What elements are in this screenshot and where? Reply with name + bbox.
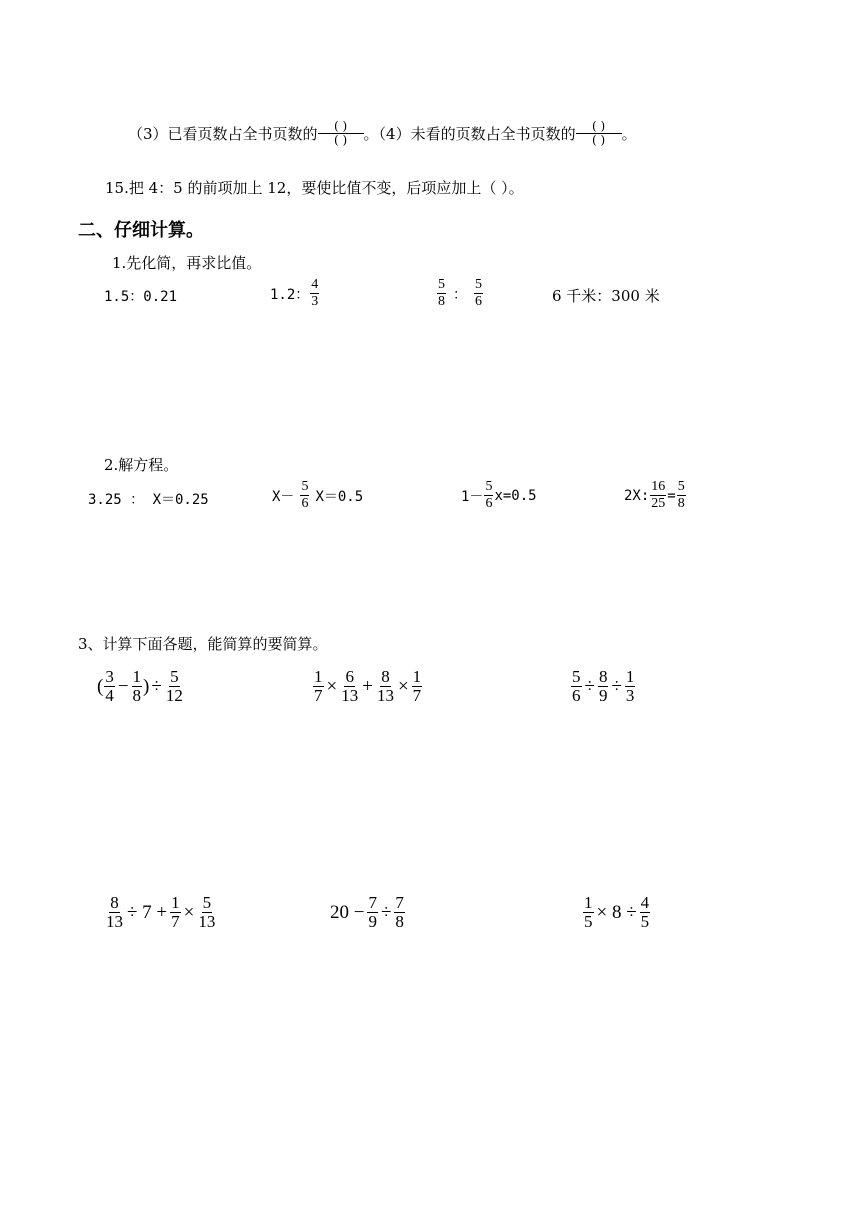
answer-blank-fraction[interactable]: $\frac{( )}{( )}$ [318, 120, 364, 147]
part1-item-b: 1.2： $\frac{4}{3}$ [270, 277, 319, 309]
part2-title: 2.解方程。 [104, 456, 179, 474]
numerator: 1 [314, 667, 323, 686]
denominator: 6 [485, 496, 493, 511]
denominator: 8 [395, 912, 404, 931]
numerator: 1 [412, 667, 422, 686]
numerator: 8 [598, 667, 608, 686]
numerator: 5 [572, 667, 581, 686]
numerator: 1 [171, 893, 180, 912]
denominator: 6 [301, 496, 309, 511]
fraction [640, 894, 651, 931]
fraction [340, 668, 359, 705]
q15-text: 15.把 4：5 的前项加上 12，要使比值不变，后项应加上（ ）。 [105, 179, 524, 197]
numerator: 8 [381, 667, 390, 686]
part2-item-c: 1－ $\frac{5}{6}$ x=0.5 [461, 479, 537, 511]
fraction [376, 668, 395, 705]
fraction [484, 479, 493, 512]
denominator: 6 [475, 294, 482, 309]
part2-item-b: X－ $\frac{5}{6}$ X＝0.5 [272, 479, 364, 511]
fraction [300, 479, 309, 512]
part3-title: 3、计算下面各题，能简算的要简算。 [78, 635, 328, 653]
fraction [132, 668, 143, 705]
part1-item-c: $\frac{5}{8}$ ： $\frac{5}{6}$ [438, 277, 482, 309]
denominator: 12 [165, 686, 183, 705]
denominator: 3 [311, 294, 319, 309]
denominator: 5 [584, 912, 593, 931]
fraction [474, 277, 483, 310]
numerator: 7 [368, 893, 377, 912]
fraction [313, 668, 324, 705]
denominator: 13 [341, 686, 359, 705]
section-heading: 二、仔细计算。 [78, 220, 204, 241]
part2-item-d: 2X: $\frac{16}{25}$ = $\frac{5}{8}$ [624, 479, 685, 511]
fraction [598, 668, 609, 705]
numerator: 1 [584, 893, 593, 912]
numerator: 3 [105, 667, 114, 686]
denominator: 7 [314, 686, 323, 705]
expression-3: $\frac{5}{6}$ ÷ $\frac{8}{9}$ ÷ $\frac{1}{3}$ [572, 667, 635, 705]
fraction [583, 894, 594, 931]
numerator: 4 [311, 277, 319, 292]
answer-blank-fraction[interactable]: $\frac{( )}{( )}$ [576, 120, 622, 147]
denominator: 3 [625, 686, 635, 705]
expression-4: $\frac{8}{13}$ ÷ 7 + $\frac{1}{7}$ × $\frac{5}{13}$ [106, 893, 216, 931]
expression-6: $\frac{1}{5}$ × 8 ÷ $\frac{4}{5}$ [584, 893, 650, 931]
denominator: 6 [572, 686, 581, 705]
denominator: 8 [132, 686, 142, 705]
denominator: 8 [677, 496, 685, 511]
denominator: 13 [376, 686, 394, 705]
expression-1: ( $\frac{3}{4}$ − $\frac{1}{8}$ ) ÷ $\frac{5}{12}$ [97, 667, 183, 705]
denominator: 5 [640, 912, 650, 931]
numerator: 5 [170, 667, 179, 686]
numerator: 5 [677, 479, 685, 494]
fraction [197, 894, 216, 931]
numerator: 16 [651, 479, 666, 494]
expression-2: $\frac{1}{7}$ × $\frac{6}{13}$ + $\frac{8}{13}$ × $\frac{1}{7}$ [314, 667, 422, 705]
fraction [310, 277, 319, 310]
fraction [412, 668, 423, 705]
denominator: 8 [438, 294, 445, 309]
fraction [437, 277, 446, 310]
denominator: 4 [105, 686, 114, 705]
fraction [394, 894, 405, 931]
numerator: 8 [110, 893, 119, 912]
numerator: 5 [475, 277, 482, 292]
q14-part4-label: 。（4）未看的页数占全书页数的 [363, 124, 576, 143]
fraction [170, 894, 181, 931]
q14-part3-label: （3）已看页数占全书页数的 [128, 124, 318, 143]
fraction [677, 479, 686, 512]
fraction [165, 668, 184, 705]
denominator: 9 [368, 912, 377, 931]
numerator: 5 [202, 893, 212, 912]
fraction [367, 894, 378, 931]
fraction [650, 479, 666, 512]
denominator: 13 [106, 912, 123, 931]
fraction [104, 668, 115, 705]
numerator: 1 [625, 667, 635, 686]
denominator: 7 [412, 686, 422, 705]
denominator: 7 [171, 912, 180, 931]
numerator: 5 [485, 479, 493, 494]
expression-5: 20 − $\frac{7}{9}$ ÷ $\frac{7}{8}$ [330, 893, 404, 931]
numerator: 4 [640, 893, 650, 912]
end-mark: 。 [621, 124, 637, 143]
fraction [105, 894, 124, 931]
q14-line [128, 120, 637, 147]
numerator: 1 [132, 667, 142, 686]
part1-title: 1.先化简，再求比值。 [112, 254, 262, 272]
numerator: 6 [345, 667, 354, 686]
fraction [625, 668, 636, 705]
part1-item-a: 1.5：0.21 [104, 289, 178, 305]
part2-item-a: 3.25 ： X＝0.25 [88, 492, 209, 508]
denominator: 13 [198, 912, 216, 931]
denominator: 25 [651, 496, 666, 511]
numerator: 5 [301, 479, 309, 494]
numerator: 5 [438, 277, 445, 292]
denominator: 9 [598, 686, 608, 705]
fraction [571, 668, 582, 705]
numerator: 7 [395, 893, 404, 912]
part1-item-d: 6 千米：300 米 [552, 287, 660, 305]
